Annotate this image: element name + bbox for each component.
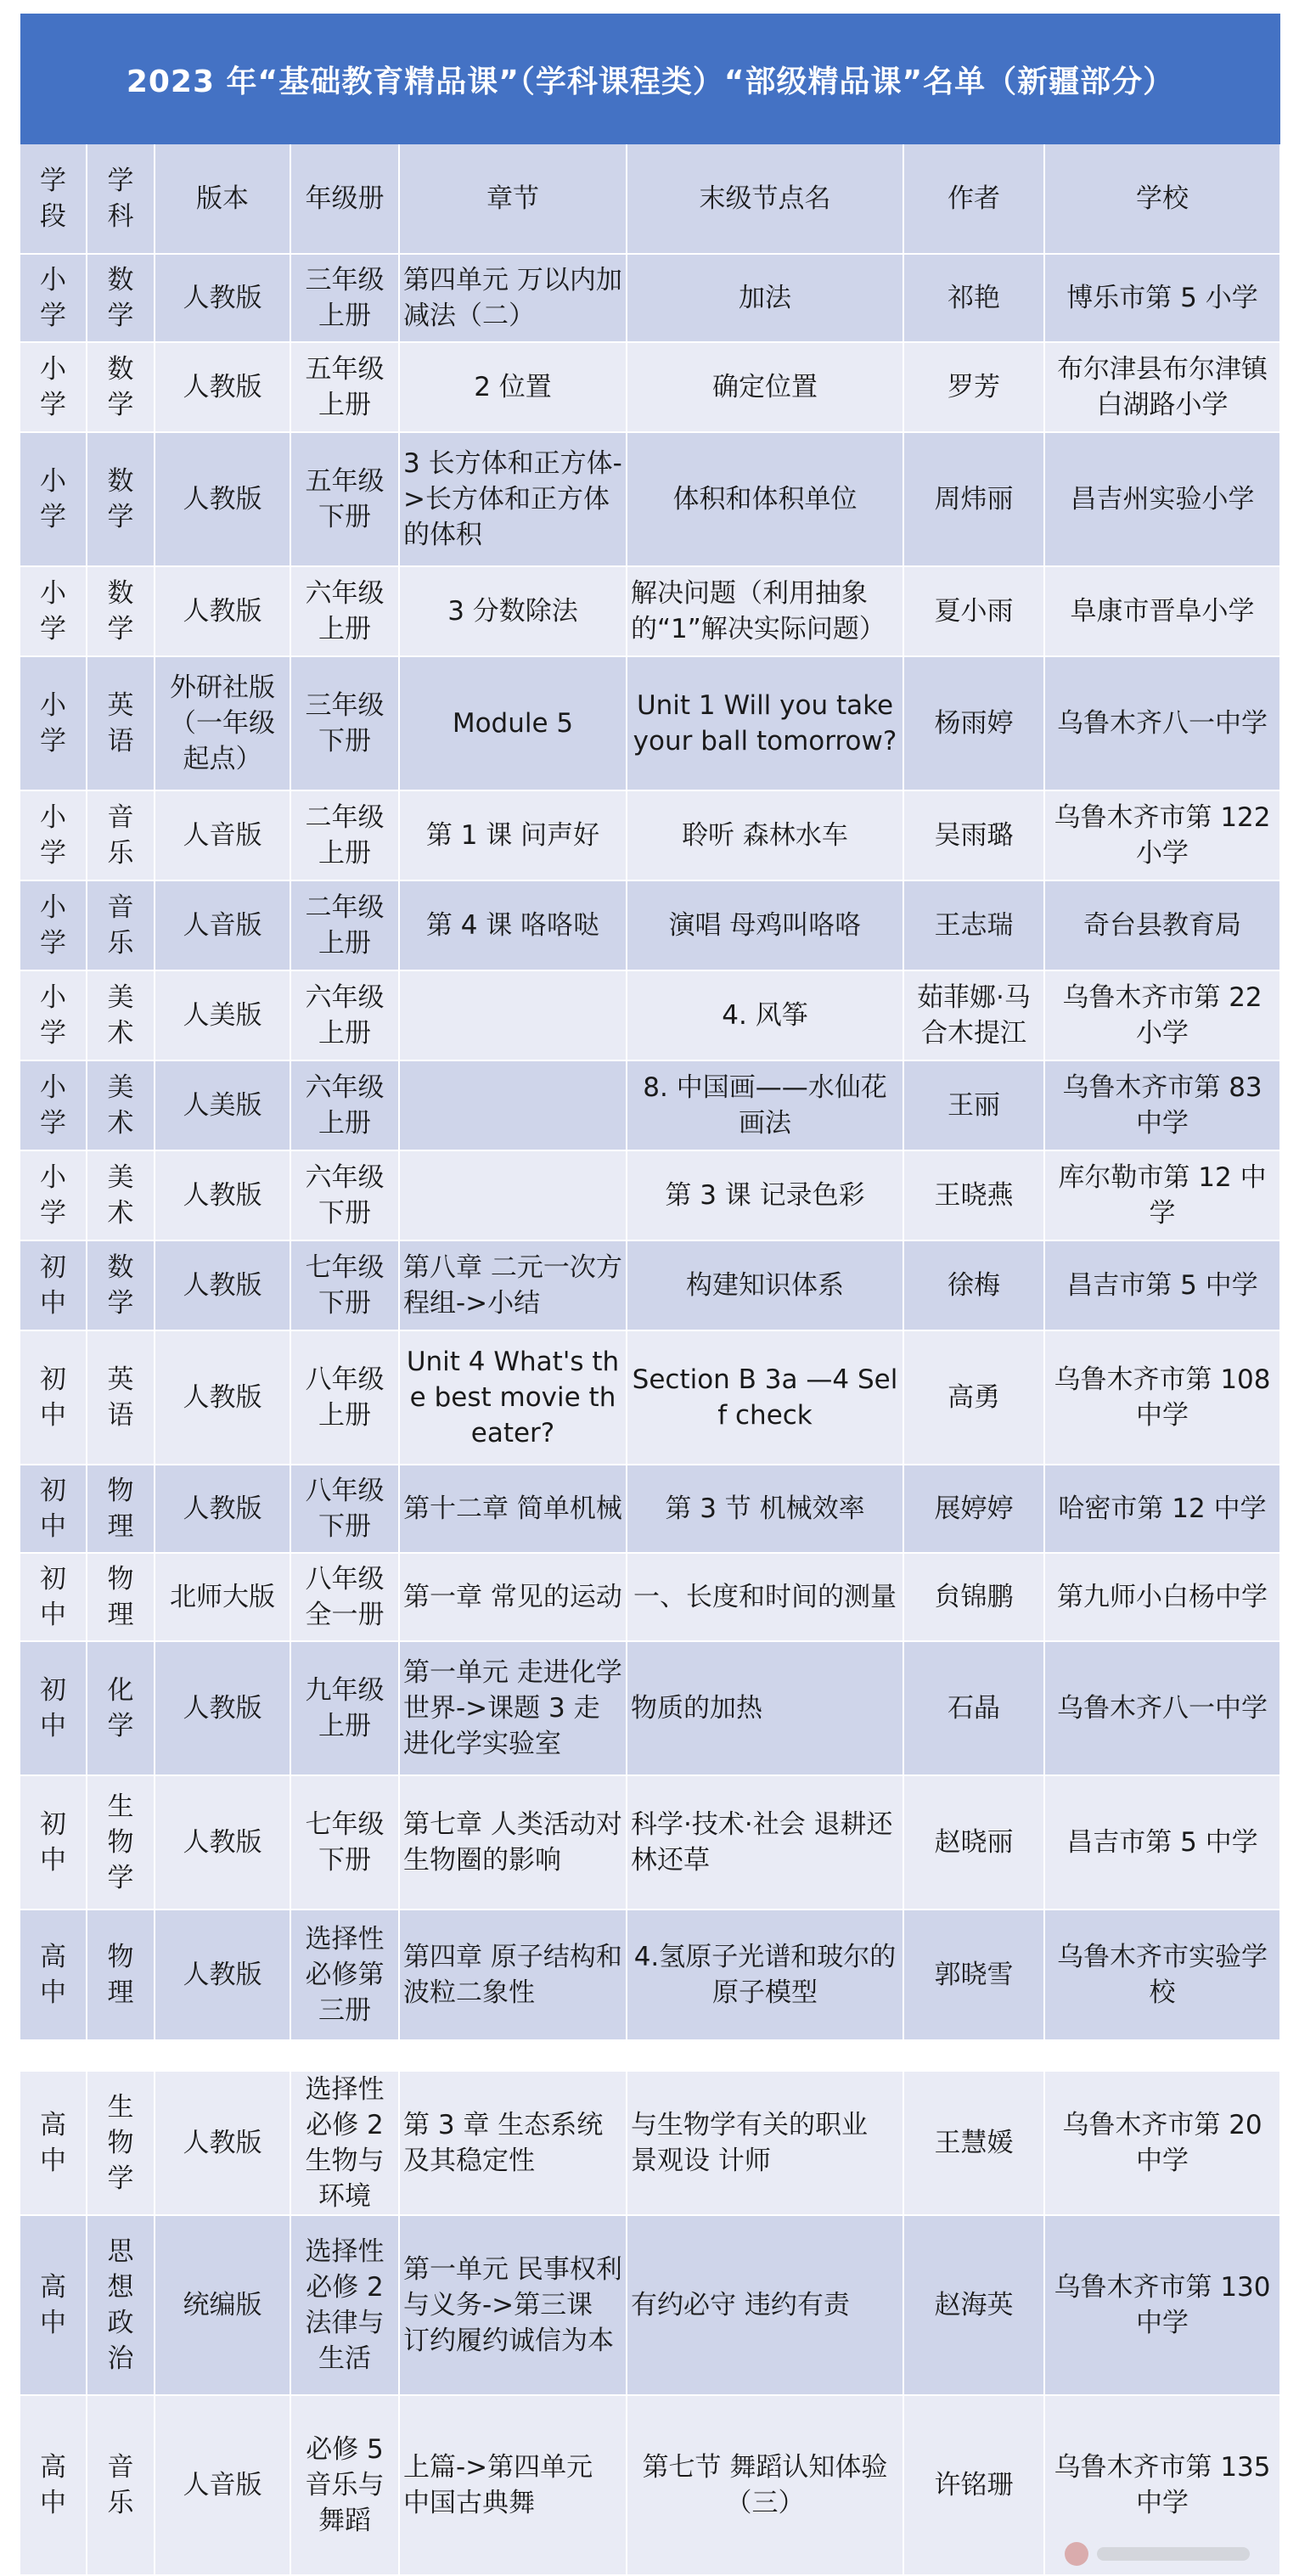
page-title: 2023 年“基础教育精品课”（学科课程类）“部级精品课”名单（新疆部分） (20, 14, 1280, 144)
cell-chapter (399, 1060, 627, 1150)
cell-stage: 初中 (20, 1330, 87, 1465)
cell-edition: 外研社版（一年级起点） (155, 656, 290, 790)
cell-chapter: 第一单元 民事权利与义务->第三课 订约履约诚信为本 (399, 2215, 627, 2395)
cell-edition: 人教版 (155, 1150, 290, 1240)
cell-author: 周炜丽 (903, 432, 1044, 566)
cell-stage: 小学 (20, 254, 87, 342)
cell-node: 4.氢原子光谱和玻尔的原子模型 (627, 1910, 903, 2040)
cell-author: 石晶 (903, 1641, 1044, 1775)
table-row (20, 432, 1280, 566)
cell-subject: 化学 (87, 1641, 155, 1775)
cell-school: 乌鲁木齐市第 22 小学 (1044, 970, 1280, 1060)
table-row (20, 1641, 1280, 1775)
cell-chapter: 3 分数除法 (399, 566, 627, 656)
cell-stage: 初中 (20, 1775, 87, 1910)
header-row (20, 144, 1280, 254)
cell-grade: 七年级下册 (290, 1240, 399, 1330)
cell-node: Unit 1 Will you take your ball tomorrow? (627, 656, 903, 790)
cell-chapter: 上篇->第四单元 中国古典舞 (399, 2395, 627, 2575)
cell-grade: 五年级下册 (290, 432, 399, 566)
cell-grade: 九年级上册 (290, 1641, 399, 1775)
cell-edition: 人教版 (155, 1330, 290, 1465)
cell-chapter: Unit 4 What's the best movie theater? (399, 1330, 627, 1465)
cell-school: 乌鲁木齐市第 20 中学 (1044, 2071, 1280, 2215)
cell-subject: 美术 (87, 970, 155, 1060)
table-row (20, 254, 1280, 342)
cell-node: 4. 风筝 (627, 970, 903, 1060)
cell-school: 乌鲁木齐市第 108 中学 (1044, 1330, 1280, 1465)
cell-school: 库尔勒市第 12 中学 (1044, 1150, 1280, 1240)
cell-node: 第 3 课 记录色彩 (627, 1150, 903, 1240)
table-row (20, 1060, 1280, 1150)
cell-stage: 小学 (20, 790, 87, 880)
cell-node: 与生物学有关的职业 景观设 计师 (627, 2071, 903, 2215)
table-row (20, 1240, 1280, 1330)
table-row (20, 1553, 1280, 1641)
table-row (20, 1150, 1280, 1240)
watermark-logo (1060, 2537, 1263, 2571)
cell-grade: 七年级下册 (290, 1775, 399, 1910)
cell-stage: 高中 (20, 2215, 87, 2395)
cell-grade: 二年级上册 (290, 790, 399, 880)
cell-author: 展婷婷 (903, 1465, 1044, 1553)
table-row (20, 2215, 1280, 2395)
cell-node: 有约必守 违约有责 (627, 2215, 903, 2395)
cell-author: 赵海英 (903, 2215, 1044, 2395)
cell-author: 夏小雨 (903, 566, 1044, 656)
cell-stage: 高中 (20, 2395, 87, 2575)
cell-school: 哈密市第 12 中学 (1044, 1465, 1280, 1553)
cell-chapter: 3 长方体和正方体->长方体和正方体的体积 (399, 432, 627, 566)
cell-subject: 数学 (87, 342, 155, 432)
header-node: 末级节点名 (627, 144, 903, 254)
cell-grade: 选择性必修 2 生物与环境 (290, 2071, 399, 2215)
cell-node: 解决问题（利用抽象的“1”解决实际问题） (627, 566, 903, 656)
cell-grade: 五年级上册 (290, 342, 399, 432)
cell-school: 乌鲁木齐八一中学 (1044, 656, 1280, 790)
cell-subject: 物理 (87, 1553, 155, 1641)
table-row (20, 656, 1280, 790)
cell-grade: 六年级上册 (290, 566, 399, 656)
cell-stage: 小学 (20, 566, 87, 656)
cell-school: 奇台县教育局 (1044, 880, 1280, 970)
cell-edition: 人教版 (155, 566, 290, 656)
cell-grade: 六年级下册 (290, 1150, 399, 1240)
table-row (20, 1330, 1280, 1465)
cell-chapter: 2 位置 (399, 342, 627, 432)
cell-chapter: 第四章 原子结构和波粒二象性 (399, 1910, 627, 2040)
cell-author: 王慧媛 (903, 2071, 1044, 2215)
cell-subject: 音乐 (87, 880, 155, 970)
cell-subject: 数学 (87, 1240, 155, 1330)
cell-edition: 人教版 (155, 432, 290, 566)
cell-edition: 人教版 (155, 342, 290, 432)
cell-chapter: 第十二章 简单机械 (399, 1465, 627, 1553)
table-row (20, 1465, 1280, 1553)
cell-subject: 物理 (87, 1465, 155, 1553)
cell-grade: 选择性必修 2 法律与生活 (290, 2215, 399, 2395)
cell-edition: 人美版 (155, 970, 290, 1060)
cell-author: 贠锦鹏 (903, 1553, 1044, 1641)
header-chapter: 章节 (399, 144, 627, 254)
cell-edition: 人教版 (155, 1465, 290, 1553)
header-stage: 学段 (20, 144, 87, 254)
cell-author: 王志瑞 (903, 880, 1044, 970)
table-row (20, 1910, 1280, 2040)
cell-edition: 北师大版 (155, 1553, 290, 1641)
cell-school: 乌鲁木齐八一中学 (1044, 1641, 1280, 1775)
cell-stage: 初中 (20, 1553, 87, 1641)
cell-school: 布尔津县布尔津镇白湖路小学 (1044, 342, 1280, 432)
cell-edition: 人教版 (155, 1775, 290, 1910)
cell-subject: 音乐 (87, 2395, 155, 2575)
document (20, 14, 1280, 2576)
table-row (20, 880, 1280, 970)
cell-school: 阜康市晋阜小学 (1044, 566, 1280, 656)
cell-stage: 小学 (20, 970, 87, 1060)
cell-subject: 物理 (87, 1910, 155, 2040)
page-gap (20, 2040, 1280, 2071)
cell-node: 聆听 森林水车 (627, 790, 903, 880)
cell-subject: 英语 (87, 656, 155, 790)
cell-grade: 必修 5 音乐与舞蹈 (290, 2395, 399, 2575)
cell-school: 昌吉市第 5 中学 (1044, 1775, 1280, 1910)
table-row (20, 2071, 1280, 2215)
cell-chapter: 第一章 常见的运动 (399, 1553, 627, 1641)
table-row (20, 1775, 1280, 1910)
cell-node: 确定位置 (627, 342, 903, 432)
cell-author: 王丽 (903, 1060, 1044, 1150)
cell-author: 王晓燕 (903, 1150, 1044, 1240)
cell-subject: 思想政治 (87, 2215, 155, 2395)
cell-edition: 人美版 (155, 1060, 290, 1150)
cell-node: 加法 (627, 254, 903, 342)
cell-node: 科学·技术·社会 退耕还林还草 (627, 1775, 903, 1910)
cell-stage: 小学 (20, 432, 87, 566)
cell-node: 物质的加热 (627, 1641, 903, 1775)
cell-grade: 三年级下册 (290, 656, 399, 790)
cell-grade: 八年级下册 (290, 1465, 399, 1553)
cell-subject: 生物学 (87, 2071, 155, 2215)
cell-stage: 初中 (20, 1641, 87, 1775)
cell-stage: 小学 (20, 1150, 87, 1240)
cell-subject: 生物学 (87, 1775, 155, 1910)
cell-author: 祁艳 (903, 254, 1044, 342)
cell-chapter: 第七章 人类活动对生物圈的影响 (399, 1775, 627, 1910)
table-row (20, 566, 1280, 656)
cell-edition: 统编版 (155, 2215, 290, 2395)
cell-node: Section B 3a —4 Self check (627, 1330, 903, 1465)
cell-edition: 人教版 (155, 1240, 290, 1330)
header-subject: 学科 (87, 144, 155, 254)
gap-cell (20, 2040, 1280, 2071)
cell-node: 体积和体积单位 (627, 432, 903, 566)
cell-chapter: 第八章 二元一次方程组->小结 (399, 1240, 627, 1330)
cell-grade: 八年级上册 (290, 1330, 399, 1465)
header-grade: 年级册 (290, 144, 399, 254)
cell-chapter: 第 3 章 生态系统及其稳定性 (399, 2071, 627, 2215)
cell-grade: 选择性必修第三册 (290, 1910, 399, 2040)
cell-stage: 初中 (20, 1240, 87, 1330)
cell-school: 乌鲁木齐市实验学校 (1044, 1910, 1280, 2040)
cell-node: 8. 中国画——水仙花画法 (627, 1060, 903, 1150)
cell-school: 乌鲁木齐市第 122 小学 (1044, 790, 1280, 880)
cell-author: 徐梅 (903, 1240, 1044, 1330)
cell-subject: 音乐 (87, 790, 155, 880)
cell-school: 第九师小白杨中学 (1044, 1553, 1280, 1641)
cell-subject: 数学 (87, 254, 155, 342)
cell-edition: 人教版 (155, 1910, 290, 2040)
cell-subject: 美术 (87, 1060, 155, 1150)
cell-subject: 数学 (87, 566, 155, 656)
cell-author: 高勇 (903, 1330, 1044, 1465)
cell-author: 吴雨璐 (903, 790, 1044, 880)
cell-stage: 高中 (20, 2071, 87, 2215)
cell-author: 赵晓丽 (903, 1775, 1044, 1910)
cell-edition: 人音版 (155, 2395, 290, 2575)
cell-stage: 小学 (20, 656, 87, 790)
cell-chapter: Module 5 (399, 656, 627, 790)
cell-edition: 人教版 (155, 1641, 290, 1775)
cell-school: 乌鲁木齐市第 130 中学 (1044, 2215, 1280, 2395)
cell-school: 昌吉州实验小学 (1044, 432, 1280, 566)
cell-school: 博乐市第 5 小学 (1044, 254, 1280, 342)
cell-node: 演唱 母鸡叫咯咯 (627, 880, 903, 970)
cell-node: 第七节 舞蹈认知体验（三） (627, 2395, 903, 2575)
cell-stage: 小学 (20, 1060, 87, 1150)
cell-chapter: 第 4 课 咯咯哒 (399, 880, 627, 970)
cell-author: 许铭珊 (903, 2395, 1044, 2575)
table-row (20, 970, 1280, 1060)
cell-author: 杨雨婷 (903, 656, 1044, 790)
course-table (20, 144, 1281, 2576)
header-author: 作者 (903, 144, 1044, 254)
header-edition: 版本 (155, 144, 290, 254)
cell-school: 乌鲁木齐市第 135 中学 (1044, 2395, 1280, 2575)
cell-stage: 初中 (20, 1465, 87, 1553)
cell-node: 构建知识体系 (627, 1240, 903, 1330)
cell-edition: 人音版 (155, 880, 290, 970)
cell-stage: 小学 (20, 342, 87, 432)
cell-chapter (399, 970, 627, 1060)
cell-edition: 人音版 (155, 790, 290, 880)
cell-grade: 六年级上册 (290, 970, 399, 1060)
cell-chapter (399, 1150, 627, 1240)
cell-node: 第 3 节 机械效率 (627, 1465, 903, 1553)
cell-author: 郭晓雪 (903, 1910, 1044, 2040)
table-row (20, 342, 1280, 432)
cell-author: 茹菲娜·马合木提江 (903, 970, 1044, 1060)
cell-edition: 人教版 (155, 2071, 290, 2215)
cell-author: 罗芳 (903, 342, 1044, 432)
cell-edition: 人教版 (155, 254, 290, 342)
cell-grade: 八年级全一册 (290, 1553, 399, 1641)
header-school: 学校 (1044, 144, 1280, 254)
cell-school: 昌吉市第 5 中学 (1044, 1240, 1280, 1330)
cell-stage: 高中 (20, 1910, 87, 2040)
cell-grade: 二年级上册 (290, 880, 399, 970)
cell-chapter: 第一单元 走进化学世界->课题 3 走进化学实验室 (399, 1641, 627, 1775)
cell-chapter: 第四单元 万以内加减法（二） (399, 254, 627, 342)
cell-grade: 三年级上册 (290, 254, 399, 342)
cell-subject: 英语 (87, 1330, 155, 1465)
cell-node: 一、长度和时间的测量 (627, 1553, 903, 1641)
cell-stage: 小学 (20, 880, 87, 970)
cell-subject: 美术 (87, 1150, 155, 1240)
cell-chapter: 第 1 课 问声好 (399, 790, 627, 880)
cell-subject: 数学 (87, 432, 155, 566)
cell-grade: 六年级上册 (290, 1060, 399, 1150)
cell-school: 乌鲁木齐市第 83 中学 (1044, 1060, 1280, 1150)
table-row (20, 790, 1280, 880)
